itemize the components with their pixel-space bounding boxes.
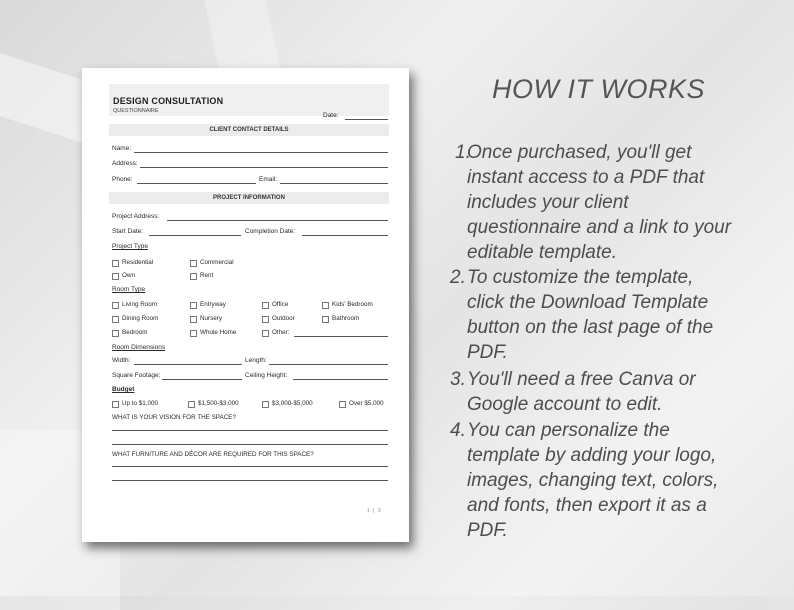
step-4-line: template by adding your logo,	[467, 445, 717, 466]
checkbox-own[interactable]	[112, 273, 119, 280]
questionnaire-page	[82, 68, 409, 542]
page-number: 1 | 3	[367, 508, 382, 514]
length-line	[269, 364, 388, 365]
office-label: Office	[272, 301, 289, 308]
checkbox-budget-1[interactable]	[112, 401, 119, 408]
commercial-label: Commercial	[200, 259, 234, 266]
email-label: Email:	[259, 176, 278, 183]
name-label: Name:	[112, 145, 132, 152]
step-3-line: You'll need a free Canva or	[467, 369, 696, 390]
checkbox-kids-bedroom[interactable]	[322, 302, 329, 309]
furniture-answer-line	[112, 466, 388, 467]
ceiling-height-label: Ceiling Height:	[245, 372, 288, 379]
checkbox-whole-home[interactable]	[190, 330, 197, 337]
outdoor-label: Outdoor	[272, 315, 295, 322]
budget-4-label: Over $5,000	[349, 400, 384, 407]
checkbox-budget-3[interactable]	[262, 401, 269, 408]
rent-label: Rent	[200, 272, 214, 279]
bedroom-label: Bedroom	[122, 329, 148, 336]
project-information-header: PROJECT INFORMATION	[109, 192, 389, 204]
kids-bedroom-label: Kids' Bedroom	[332, 301, 373, 308]
furniture-answer-line	[112, 480, 388, 481]
budget-2-label: $1,500-$3,000	[198, 400, 239, 407]
step-2-line: To customize the template,	[467, 267, 694, 288]
checkbox-outdoor[interactable]	[262, 316, 269, 323]
step-4-number: 4.	[450, 420, 466, 441]
date-field-line	[345, 119, 388, 120]
step-2-line: button on the last page of the	[467, 317, 714, 338]
checkbox-budget-4[interactable]	[339, 401, 346, 408]
form-title: DESIGN CONSULTATION	[113, 96, 224, 106]
budget-heading: Budget	[112, 386, 135, 393]
step-3-line: Google account to edit.	[467, 394, 663, 415]
step-1-line: Once purchased, you'll get	[467, 142, 692, 163]
budget-1-label: Up to $1,000	[122, 400, 159, 407]
checkbox-dining-room[interactable]	[112, 316, 119, 323]
step-1-line: instant access to a PDF that	[467, 167, 705, 188]
project-address-line	[167, 220, 388, 221]
square-footage-line	[162, 379, 242, 380]
project-address-label: Project Address:	[112, 213, 160, 220]
budget-3-label: $3,000-$5,000	[272, 400, 313, 407]
step-4-line: images, changing text, colors,	[467, 470, 719, 491]
form-subtitle: QUESTIONNAIRE	[113, 108, 159, 114]
ceiling-height-line	[293, 379, 388, 380]
other-label: Other:	[272, 329, 290, 336]
step-1-line: includes your client	[467, 192, 629, 213]
phone-label: Phone:	[112, 176, 133, 183]
step-2-number: 2.	[450, 267, 466, 288]
start-date-line	[149, 235, 241, 236]
checkbox-bathroom[interactable]	[322, 316, 329, 323]
client-contact-header: CLIENT CONTACT DETAILS	[109, 124, 389, 136]
step-4-line: You can personalize the	[467, 420, 670, 441]
room-type-heading: Room Type	[112, 286, 146, 293]
name-line	[134, 152, 388, 153]
email-line	[280, 183, 388, 184]
completion-date-line	[302, 235, 388, 236]
checkbox-nursery[interactable]	[190, 316, 197, 323]
dining-room-label: Dining Room	[122, 315, 159, 322]
how-it-works-heading: HOW IT WORKS	[492, 74, 705, 104]
step-4-line: PDF.	[467, 520, 508, 541]
own-label: Own	[122, 272, 135, 279]
step-1-number: 1.	[455, 142, 471, 163]
step-4-line: and fonts, then export it as a	[467, 495, 707, 516]
furniture-question: WHAT FURNITURE AND DÉCOR ARE REQUIRED FOR THIS SPACE?	[112, 451, 314, 458]
checkbox-budget-2[interactable]	[188, 401, 195, 408]
square-footage-label: Square Footage:	[112, 372, 161, 379]
living-room-label: Living Room	[122, 301, 157, 308]
checkbox-residential[interactable]	[112, 260, 119, 267]
width-line	[134, 364, 242, 365]
nursery-label: Nursery	[200, 315, 223, 322]
room-dimensions-heading: Room Dimensions	[112, 344, 166, 351]
bathroom-label: Bathroom	[332, 315, 360, 322]
residential-label: Residential	[122, 259, 154, 266]
checkbox-bedroom[interactable]	[112, 330, 119, 337]
checkbox-commercial[interactable]	[190, 260, 197, 267]
start-date-label: Start Date:	[112, 228, 144, 235]
vision-answer-line	[112, 444, 388, 445]
date-label: Date:	[323, 112, 339, 119]
other-line	[294, 336, 388, 337]
length-label: Length:	[245, 357, 267, 364]
vision-answer-line	[112, 430, 388, 431]
step-2-line: click the Download Template	[467, 292, 709, 313]
checkbox-entryway[interactable]	[190, 302, 197, 309]
whole-home-label: Whole Home	[200, 329, 237, 336]
vision-question: WHAT IS YOUR VISION FOR THE SPACE?	[112, 414, 236, 421]
width-label: Width:	[112, 357, 131, 364]
checkbox-other[interactable]	[262, 330, 269, 337]
checkbox-rent[interactable]	[190, 273, 197, 280]
step-1-line: editable template.	[467, 242, 617, 263]
entryway-label: Entryway	[200, 301, 226, 308]
project-type-heading: Project Type	[112, 243, 149, 250]
checkbox-living-room[interactable]	[112, 302, 119, 309]
address-line	[140, 167, 388, 168]
phone-line	[137, 183, 256, 184]
step-1-line: questionnaire and a link to your	[467, 217, 732, 238]
step-2-line: PDF.	[467, 342, 508, 363]
step-3-number: 3.	[450, 369, 466, 390]
checkbox-office[interactable]	[262, 302, 269, 309]
address-label: Address:	[112, 160, 138, 167]
completion-date-label: Completion Date:	[245, 228, 296, 235]
